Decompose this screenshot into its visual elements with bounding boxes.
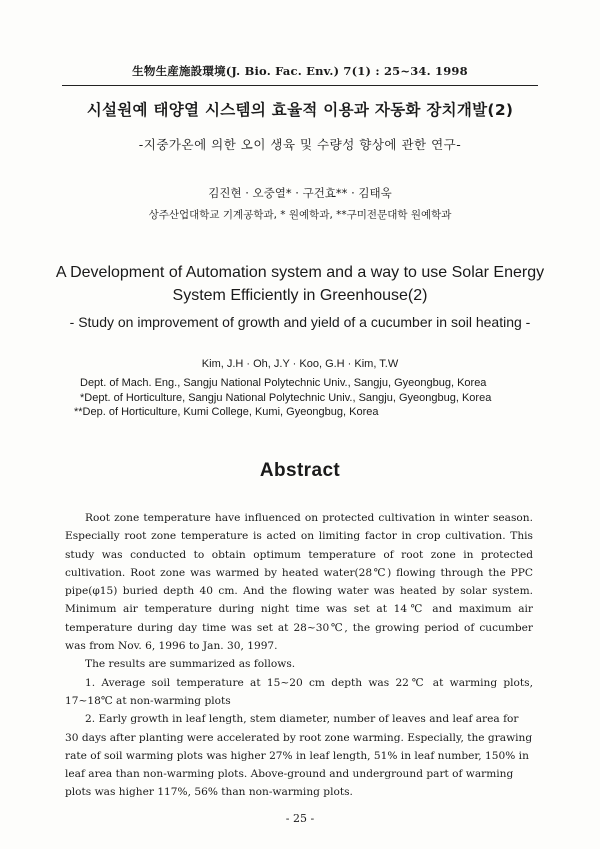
english-affiliations [70, 376, 540, 420]
abstract-paragraph: 1. Average soil temperature at 15~20 cm depth was 22℃ at warming plots, 17~18℃ at non-warming plots [65, 676, 533, 707]
page-number: - 25 - [285, 812, 315, 825]
affiliation-line: Dept. of Mach. Eng., Sangju National Polytechnic Univ., Sangju, Gyeongbug, Korea [80, 377, 487, 389]
abstract-paragraph: 2. Early growth in leaf length, stem diameter, number of leaves and leaf area for 30 days after planting were accelerated by root zone warming. Especially, the grawing rate of soil warming plots was higher 27% in leaf length, 51% in leaf number, 150% in leaf area than non-warming plots. Above-ground and underground part of warming plots was higher 117%, 56% than non-warming plots. [65, 713, 533, 799]
korean-affiliations: 상주산업대학교 기계공학과, * 원예학과, **구미전문대학 원예학과 [148, 209, 452, 221]
journal-running-header: 生物生産施設環境(J. Bio. Fac. Env.) 7(1) : 25~34. 1998 [132, 64, 468, 78]
korean-authors: 김진현 · 오중열* · 구건효** · 김태욱 [208, 186, 392, 200]
abstract-heading: Abstract [259, 460, 341, 481]
abstract-body [65, 509, 533, 802]
korean-subtitle: -지중가온에 의한 오이 생육 및 수량성 향상에 관한 연구- [138, 137, 462, 152]
header-rule [62, 85, 538, 86]
korean-title: 시설원예 태양열 시스템의 효율적 이용과 자동화 장치개발(2) [86, 101, 514, 119]
abstract-paragraph: Root zone temperature have influenced on protected cultivation in winter season. Especially root zone temperature is acted on limiting factor in crop cultivation. This study was conducted to obtain optimum temperature of root zone in protected cultivation. Root zone was warmed by heated water(28℃) flowing through the PPC pipe(φ15) buried depth 40 cm. And the flowing water was heated by solar system. Minimum air temperature during night time was set at 14℃ and maximum air temperature during day time was set at 28~30℃, the growing period of cucumber was from Nov. 6, 1996 to Jan. 30, 1997. [65, 512, 533, 653]
affiliation-line: *Dept. of Horticulture, Sangju National Polytechnic Univ., Sangju, Gyeongbug, Korea [80, 391, 492, 404]
english-subtitle: - Study on improvement of growth and yield of a cucumber in soil heating - [69, 314, 531, 330]
affiliation-line: **Dep. of Horticulture, Kumi College, Kumi, Gyeongbug, Korea [74, 406, 379, 418]
english-authors: Kim, J.H · Oh, J.Y · Koo, G.H · Kim, T.W [201, 358, 399, 370]
english-title: A Development of Automation system and a way to use Solar Energy System Efficiently in Greenhouse(2) [55, 264, 545, 304]
abstract-paragraph: The results are summarized as follows. [85, 658, 296, 671]
